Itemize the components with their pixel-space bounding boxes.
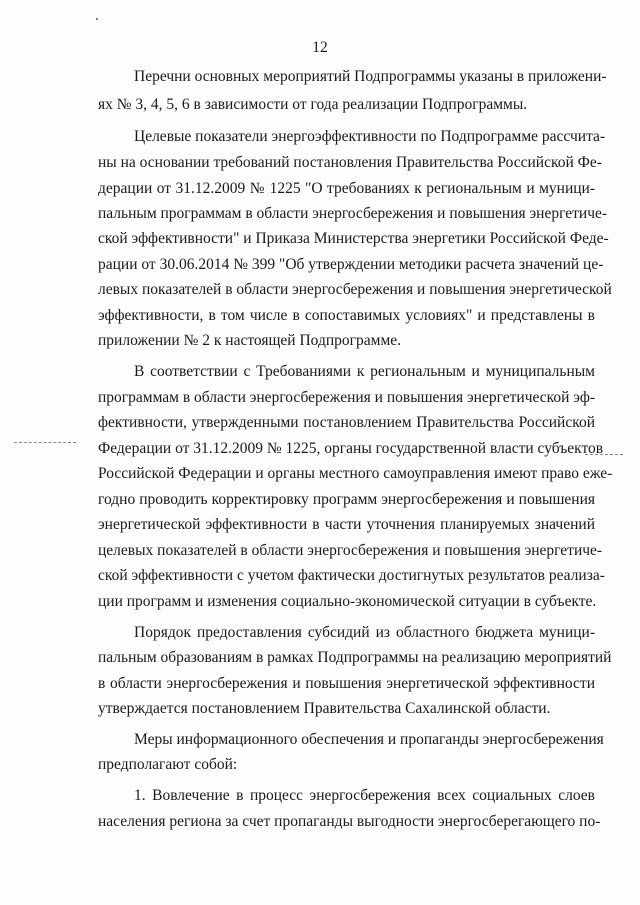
- text-line: Меры информационного обеспечения и пропаганды энергосбережения: [134, 731, 604, 748]
- text-line: левых показателей в области энергосбережения и повышения энергетической: [98, 281, 612, 298]
- text-line: пальным программам в области энергосбережения и повышения энергетиче-: [98, 205, 608, 222]
- scan-speck: [96, 18, 98, 20]
- text-line: фективности, утвержденными постановлением Правительства Российской: [98, 414, 595, 431]
- text-line: приложении № 2 к настоящей Подпрограмме.: [98, 332, 402, 349]
- text-line: программам в области энергосбережения и повышения энергетической эф-: [98, 389, 596, 406]
- page-number: 12: [312, 39, 328, 56]
- text-line: энергетической эффективности в части уточнения планируемых значений: [98, 516, 595, 533]
- text-line: эффективности, в том числе в сопоставимых условиях" и представлены в: [98, 307, 595, 324]
- scan-margin-mark-left: [14, 442, 76, 444]
- text-line: целевых показателей в области энергосбережения и повышения энергетиче-: [98, 542, 603, 559]
- text-line: ции программ и изменения социально-экономической ситуации в субъекте.: [98, 593, 597, 610]
- text-line: утверждается постановлением Правительства Сахалинской области.: [98, 700, 551, 717]
- text-line: В соответствии с Требованиями к региональным и муниципальным: [134, 363, 595, 380]
- text-line: ской эффективности с учетом фактически достигнутых результатов реализа-: [98, 567, 605, 584]
- text-line: 1. Вовлечение в процесс энергосбережения всех социальных слоев: [134, 787, 595, 804]
- text-line: Российской Федерации и органы местного самоуправления имеют право еже-: [98, 465, 613, 482]
- text-line: населения региона за счет пропаганды выгодности энергосберегающего по-: [98, 813, 601, 830]
- text-line: ской эффективности" и Приказа Министерства энергетики Российской Феде-: [98, 230, 609, 247]
- text-line: дерации от 31.12.2009 № 1225 "О требованиях к региональным и муници-: [98, 180, 595, 197]
- text-line: годно проводить корректировку программ энергосбережения и повышения: [98, 491, 595, 508]
- text-line: ях № 3, 4, 5, 6 в зависимости от года реализации Подпрограммы.: [98, 96, 528, 113]
- text-line: Порядок предоставления субсидий из областного бюджета муници-: [134, 624, 595, 641]
- text-line: ны на основании требований постановления Правительства Российской Фе-: [98, 154, 602, 171]
- text-line: Федерации от 31.12.2009 № 1225, органы государственной власти субъектов: [98, 440, 604, 457]
- text-line: Перечни основных мероприятий Подпрограммы указаны в приложени-: [134, 68, 607, 85]
- text-line: предполагают собой:: [98, 756, 238, 773]
- text-line: в области энергосбережения и повышения энергетической эффективности: [98, 675, 595, 692]
- text-line: рации от 30.06.2014 № 399 "Об утверждении методики расчета значений це-: [98, 256, 604, 273]
- text-line: пальным образованиям в рамках Подпрограммы на реализацию мероприятий: [98, 649, 612, 666]
- text-line: Целевые показатели энергоэффективности по Подпрограмме рассчита-: [134, 128, 606, 145]
